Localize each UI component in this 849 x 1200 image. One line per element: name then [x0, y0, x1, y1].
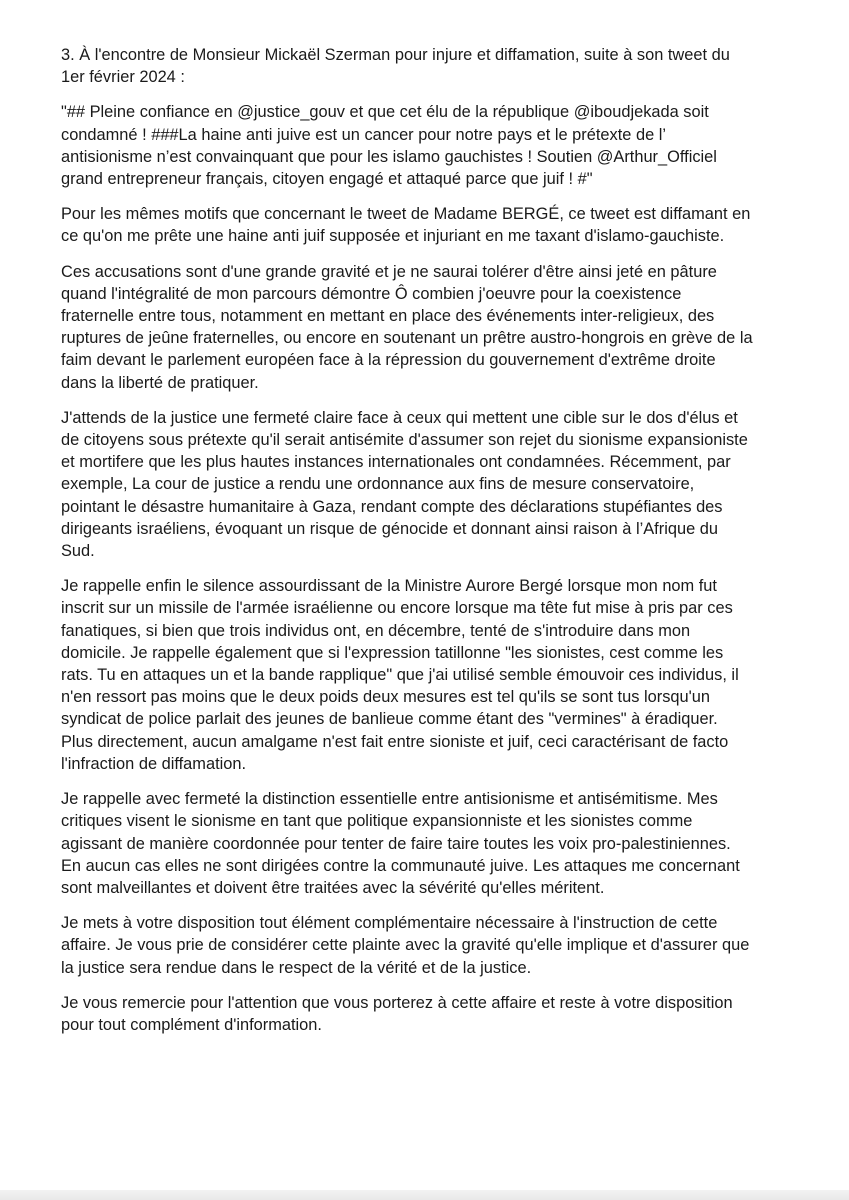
paragraph-quoted-tweet	[61, 101, 789, 190]
text-line: "## Pleine confiance en @justice_gouv et que cet élu de la république @iboudjekada soit	[61, 103, 709, 122]
paragraph-silence	[61, 575, 789, 775]
text-line: 3. À l'encontre de Monsieur Mickaël Szerman pour injure et diffamation, suite à son tweet du	[61, 46, 730, 64]
paragraph-complaint-heading	[61, 44, 789, 88]
text-line: exemple, La cour de justice a rendu une ordonnance aux fins de mesure conservatoire,	[61, 475, 695, 494]
text-line: 1er février 2024 :	[61, 68, 185, 87]
paragraph-distinction	[61, 788, 789, 899]
document-body	[61, 44, 789, 1049]
text-line: domicile. Je rappelle également que si l'expression tatillonne "les sionistes, cest comme les	[61, 643, 724, 662]
text-line: et mortifere que les plus hautes instances internationales ont condamnées. Récemment, par	[61, 453, 731, 472]
text-line: antisionisme n’est convainquant que pour les islamo gauchistes ! Soutien @Arthur_Officiel	[61, 147, 717, 166]
text-line: Je vous remercie pour l'attention que vous porterez à cette affaire et reste à votre disposition	[61, 993, 733, 1012]
text-line: Sud.	[61, 542, 95, 561]
paragraph-accusations	[61, 261, 789, 394]
page-bottom-edge	[0, 1190, 849, 1200]
text-line: En aucun cas elles ne sont dirigées contre la communauté juive. Les attaques me concernant	[61, 856, 740, 875]
paragraph-motifs	[61, 203, 789, 247]
text-line: syndicat de police parlait des jeunes de banlieue comme étant des "vermines" à éradiquer.	[61, 710, 718, 729]
text-line: Je mets à votre disposition tout élément complémentaire nécessaire à l'instruction de cette	[61, 914, 718, 933]
text-line: pour tout complément d'information.	[61, 1015, 322, 1034]
text-line: ce qu'on me prête une haine anti juif supposée et injuriant en me taxant d'islamo-gauchiste.	[61, 227, 725, 246]
text-line: fraternelle entre tous, notamment en mettant en place des événements inter-religieux, des	[61, 307, 715, 326]
text-line: agissant de manière coordonnée pour tenter de faire taire toutes les voix pro-palestiniennes.	[61, 834, 731, 853]
text-line: Je rappelle enfin le silence assourdissant de la Ministre Aurore Bergé lorsque mon nom fut	[61, 577, 717, 596]
text-line: pointant le désastre humanitaire à Gaza, rendant compte des déclarations stupéfiantes des	[61, 497, 723, 516]
text-line: dans la liberté de pratiquer.	[61, 373, 259, 392]
paragraph-justice-expectation	[61, 407, 789, 562]
text-line: Pour les mêmes motifs que concernant le tweet de Madame BERGÉ, ce tweet est diffamant en	[61, 205, 751, 224]
text-line: faim devant le parlement européen face à la répression du gouvernement d'extrême droite	[61, 351, 716, 370]
text-line: grand entrepreneur français, citoyen engagé et attaqué parce que juif ! #"	[61, 170, 593, 189]
text-line: quand l'intégralité de mon parcours démontre Ô combien j'oeuvre pour la coexistence	[61, 284, 682, 303]
text-line: fanatiques, si bien que trois individus ont, en décembre, tenté de s'introduire dans mon	[61, 621, 691, 640]
text-line: Je rappelle avec fermeté la distinction essentielle entre antisionisme et antisémitisme. Mes	[61, 790, 718, 809]
text-line: l'infraction de diffamation.	[61, 754, 247, 773]
text-line: dirigeants israéliens, évoquant un risque de génocide et donnant ainsi raison à l’Afrique du	[61, 519, 718, 538]
paragraph-disposition	[61, 912, 789, 979]
text-line: inscrit sur un missile de l'armée israélienne ou encore lorsque ma tête fut mise à pris par ces	[61, 599, 733, 618]
text-line: la justice sera rendue dans le respect de la vérité et de la justice.	[61, 958, 532, 977]
paragraph-closing	[61, 992, 789, 1036]
text-line: Plus directement, aucun amalgame n'est fait entre sioniste et juif, ceci caractérisant de facto	[61, 732, 729, 751]
text-line: affaire. Je vous prie de considérer cette plainte avec la gravité qu'elle implique et d'assurer que	[61, 936, 750, 955]
text-line: n'en ressort pas moins que le deux poids deux mesures est tel qu'ils se sont tus lorsqu'un	[61, 688, 710, 707]
text-line: de citoyens sous prétexte qu'il serait antisémite d'assumer son rejet du sionisme expansioniste	[61, 431, 748, 450]
text-line: Ces accusations sont d'une grande gravité et je ne saurai tolérer d'être ainsi jeté en pâture	[61, 262, 717, 281]
text-line: J'attends de la justice une fermeté claire face à ceux qui mettent une cible sur le dos d'élus et	[61, 408, 738, 427]
text-line: sont malveillantes et doivent être traitées avec la sévérité qu'elles méritent.	[61, 878, 605, 897]
text-line: ruptures de jeûne fraternelles, ou encore en soutenant un prêtre austro-hongrois en grève de la	[61, 329, 753, 348]
text-line: rats. Tu en attaques un et la bande rapplique" que j'ai utilisé semble émouvoir ces individus, il	[61, 666, 739, 685]
text-line: condamné ! ###La haine anti juive est un cancer pour notre pays et le prétexte de l’	[61, 125, 667, 144]
text-line: critiques visent le sionisme en tant que politique expansionniste et les sionistes comme	[61, 812, 693, 831]
